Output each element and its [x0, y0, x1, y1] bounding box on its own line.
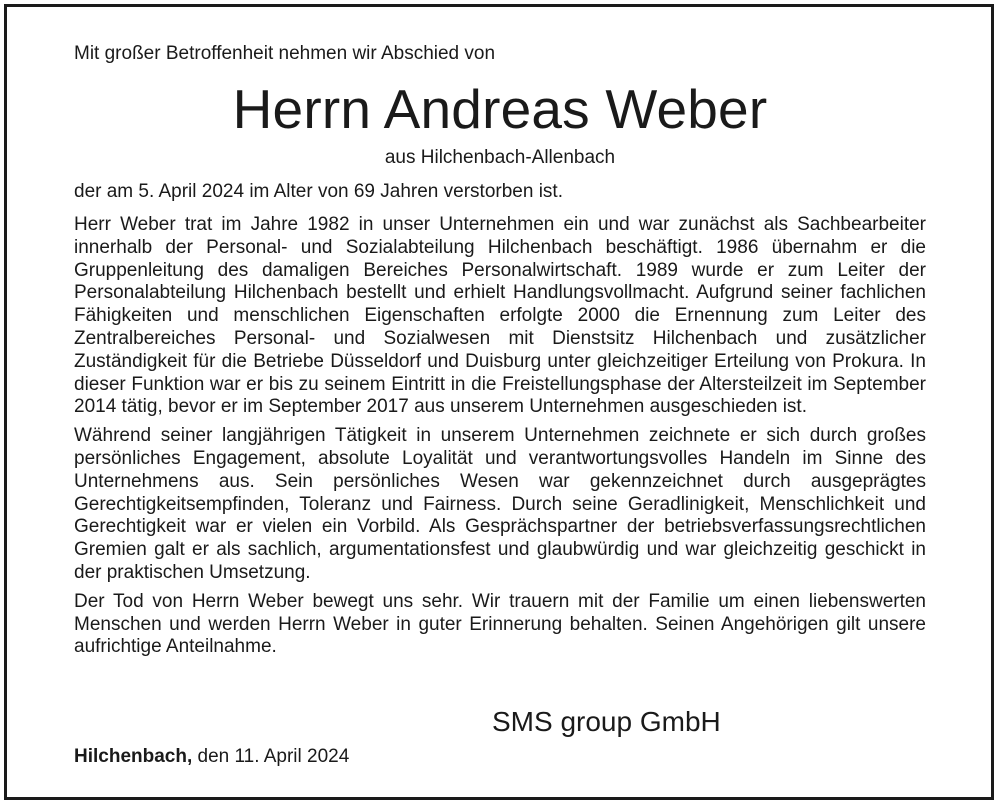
- paragraph-career: Herr Weber trat im Jahre 1982 in unser Unternehmen ein und war zunächst als Sachbearbeiter innerhalb der Personal- und Sozialabteilung Hilchenbach beschäftigt. 1986 übernahm er die Gruppenleitung des damaligen Bereiches Personalwirtschaft. 1989 wurde er zum Leiter der Personalabteilung Hilchenbach bestellt und erhielt Handlungsvollmacht. Aufgrund seiner fachlichen Fähigkeiten und menschlichen Eigenschaften erfolgte 2000 die Ernennung zum Leiter des Zentralbereiches Personal- und Sozialwesen mit Dienstsitz Hilchenbach und zusätzlicher Zuständigkeit für die Betriebe Düsseldorf und Duisburg unter gleichzeitiger Erteilung von Prokura. In dieser Funktion war er bis zu seinem Eintritt in die Freistellungsphase der Altersteilzeit im September 2014 tätig, bevor er im September 2017 aus unserem Unternehmen ausgeschieden ist.: [74, 214, 926, 418]
- intro-line: Mit großer Betroffenheit nehmen wir Abschied von: [74, 43, 496, 64]
- notice-body: [74, 214, 926, 665]
- death-line: der am 5. April 2024 im Alter von 69 Jahren verstorben ist.: [74, 181, 563, 202]
- company-signature: SMS group GmbH: [492, 706, 721, 737]
- paragraph-character: Während seiner langjährigen Tätigkeit in unserem Unternehmen zeichnete er sich durch großes persönliches Engagement, absolute Loyalität und verantwortungsvolles Handeln im Sinne des Unternehmens aus. Sein persönliches Wesen war gekennzeichnet durch ausgeprägtes Gerechtigkeitsempfinden, Toleranz und Fairness. Durch seine Geradlinigkeit, Menschlichkeit und Gerechtigkeit war er vielen ein Vorbild. Als Gesprächspartner der betriebsverfassungsrechtlichen Gremien galt er als sachlich, argumentationsfest und glaubwürdig und war gleichzeitig geschickt in der praktischen Umsetzung.: [74, 425, 926, 583]
- notice-date: den 11. April 2024: [192, 746, 350, 767]
- deceased-name: Herrn Andreas Weber: [232, 78, 768, 140]
- place-name: Hilchenbach,: [74, 746, 193, 767]
- origin-line: aus Hilchenbach-Allenbach: [384, 147, 616, 168]
- paragraph-condolence: Der Tod von Herrn Weber bewegt uns sehr. Wir trauern mit der Familie um einen liebenswerten Menschen und werden Herrn Weber in guter Erinnerung behalten. Seinen Angehörigen gilt unsere aufrichtige Anteilnahme.: [74, 590, 926, 658]
- place-date-line: [74, 745, 349, 769]
